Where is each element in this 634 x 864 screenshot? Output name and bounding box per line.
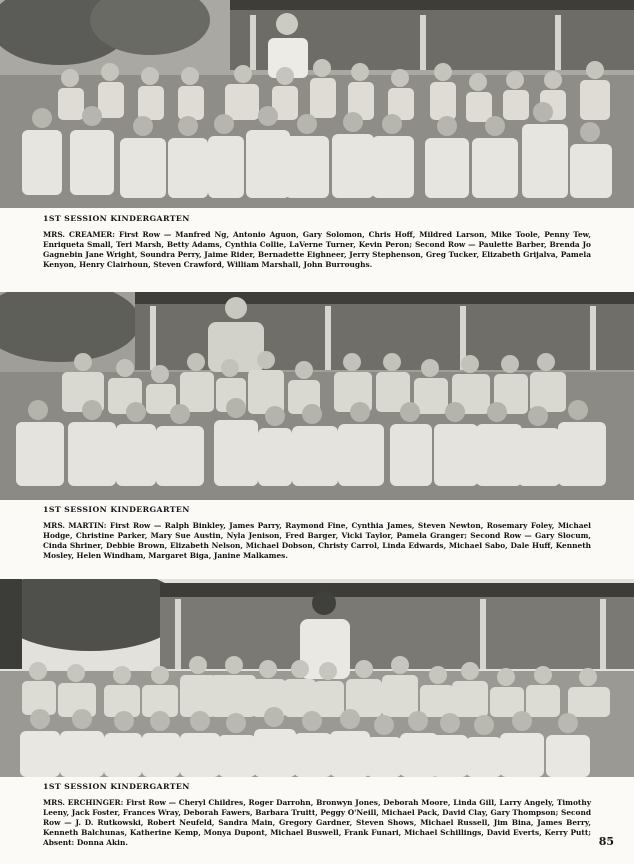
names-list: MRS. MARTIN: First Row — Ralph Binkley, James Parry, Raymond Fine, Cynthia James, Steven Newton, Rosemary Foley, Michael Hodge, Christine Parker, Mary Sue Austin, Nyla Jenison, Fred Barger, Vicki Taylor, Pamela Granger; Second Row — Gary Slocum, Cinda Shriner, Debbie Brown, Elizabeth Nelson, Michael Dobson, Christy Carrol, Linda Edwards, Michael Sabo, Dale Huff, Kenneth Mosley, Helen Windham, Margaret Biga, Janine Malkames. [43,520,591,560]
caption-erchinger [43,782,591,847]
caption-martin [43,505,591,561]
class-photo-creamer [0,0,634,208]
section-title: 1ST SESSION KINDERGARTEN [43,782,190,791]
page-number: 85 [598,835,614,848]
names-list: MRS. ERCHINGER: First Row — Cheryl Childres, Roger Darrohn, Bronwyn Jones, Deborah Moore, Linda Gill, Larry Angely, Timothy Leeny, Jack Foster, Frances Wray, Deborah Fawers, Barbara Truitt, Peggy O'Neill, Michael Pack, David Clay, Gary Thompson; Second Row — J. D. Rutkowski, Robert Neufeld, Sandra Main, Gregory Gardner, Steven Shows, Michael Russell, Jim Bina, James Berry, Kenneth Balchunas, Katherine Kemp, Monya Dupont, Michael Buswell, Frank Funari, Michael Schillings, David Everts, Kerry Putt; Absent: Donna Akin. [43,797,591,847]
class-photo-erchinger [0,579,634,777]
names-list: MRS. CREAMER: First Row — Manfred Ng, Antonio Aguon, Gary Solomon, Chris Hoff, Mildred Larson, Mike Toole, Penny Tew, Enriqueta Small, Teri Marsh, Betty Adams, Cynthia Collie, LaVerne Turner, Kevin Peron; Second Row — Paulette Barber, Brenda Jo Gagnebin Jane Wright, Soundra Perry, Jaime Rider, Bernadette Eighneer, Jerry Stephenson, Greg Tucker, Elizabeth Grijalva, Pamela Kenyon, Henry Clairhoun, Steven Crawford, William Marshall, John Burroughs. [43,229,591,269]
class-photo-martin [0,292,634,500]
caption-creamer [43,214,591,270]
section-title: 1ST SESSION KINDERGARTEN [43,214,190,223]
section-title: 1ST SESSION KINDERGARTEN [43,505,190,514]
